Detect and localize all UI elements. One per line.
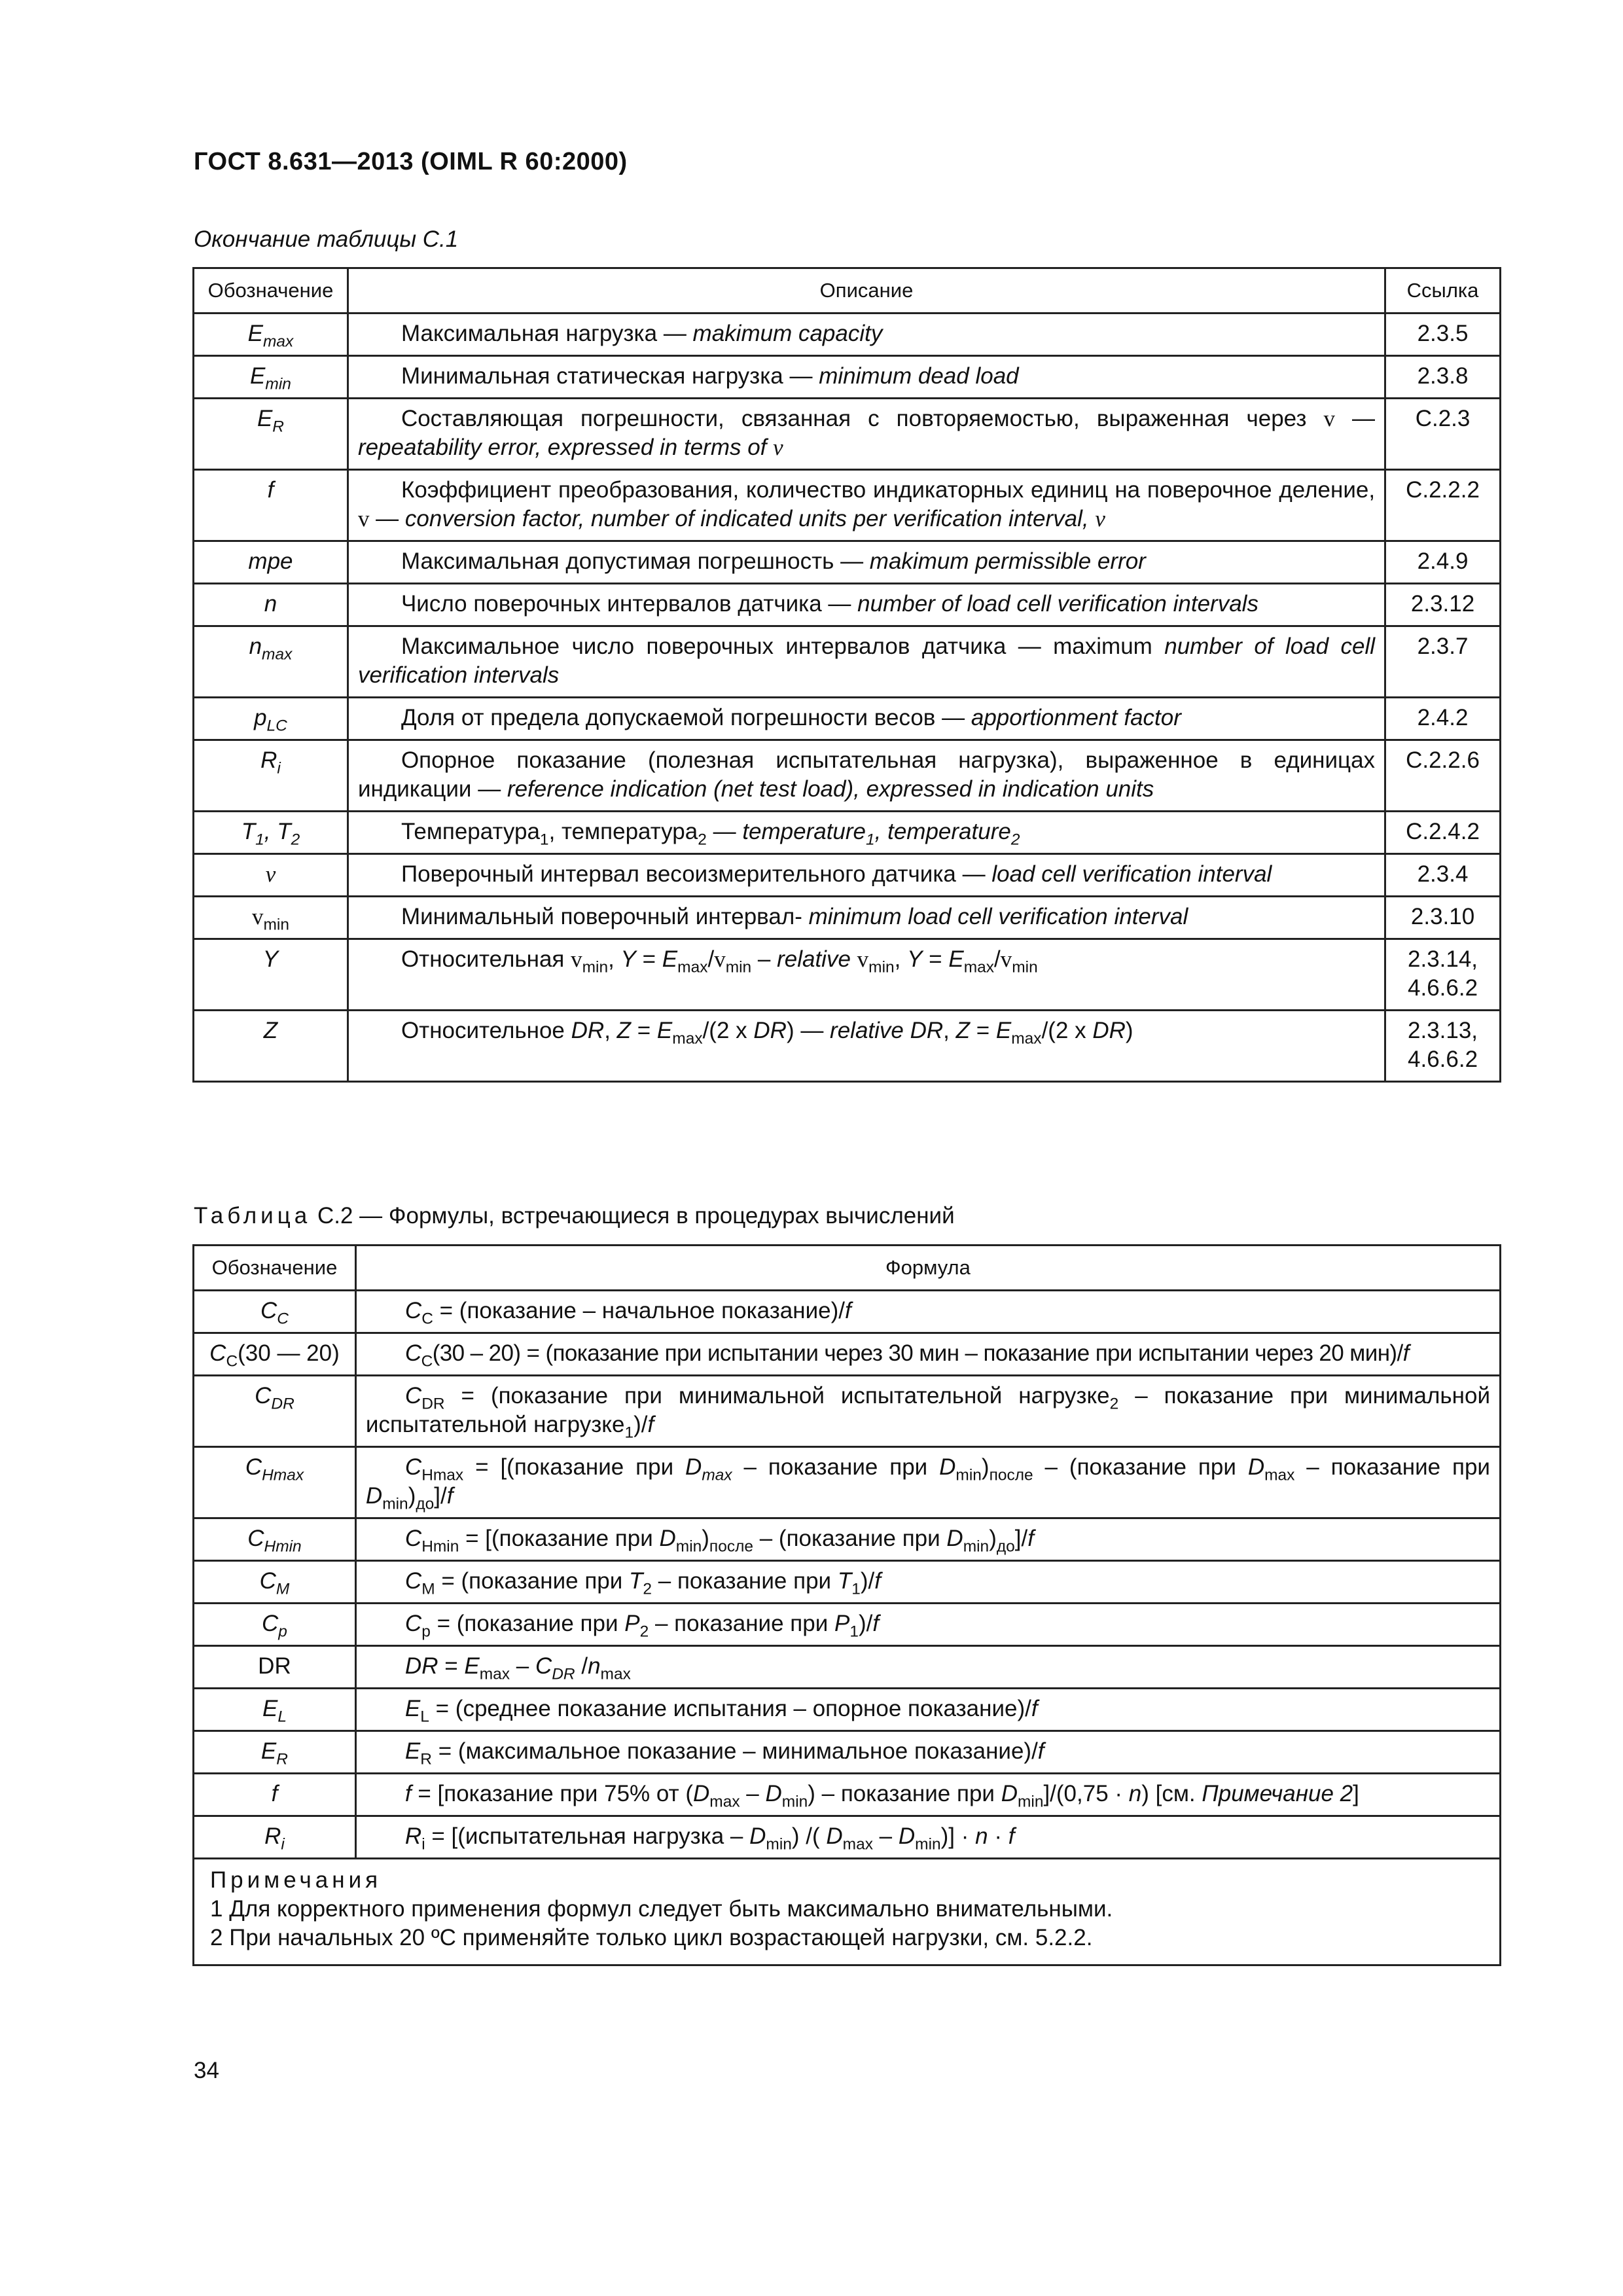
table2-caption: Таблица С.2 — Формулы, встречающиеся в процедурах вычислений <box>194 1203 955 1229</box>
symbol-cell: $E_{max}$ <box>194 314 348 356</box>
formula-cell: $C_C(30 - 20)$ = (показание при испытании через 30 мин – показание при испытании через 20 мин)/f <box>355 1333 1500 1376</box>
table-row <box>194 314 1501 356</box>
table-row <box>194 1518 1501 1561</box>
reference-cell: 2.3.8 <box>1385 356 1501 399</box>
table-row <box>194 626 1501 698</box>
table-row <box>194 584 1501 626</box>
table-row <box>194 698 1501 740</box>
table-row <box>194 1816 1501 1859</box>
description-cell: Коэффициент преобразования, количество индикаторных единиц на поверочное деление, v — conversion factor, number of indicated units per verification interval, v <box>348 470 1385 541</box>
col-header-formula: Формула <box>355 1246 1500 1291</box>
symbol-cell: Y <box>194 939 348 1011</box>
table-row <box>194 1646 1501 1689</box>
page-number: 34 <box>194 2058 219 2083</box>
notes-row <box>194 1859 1501 1965</box>
document-header: ГОСТ 8.631—2013 (OIML R 60:2000) <box>194 148 628 175</box>
reference-cell: 2.4.2 <box>1385 698 1501 740</box>
notes-title: Примечания <box>210 1867 382 1893</box>
symbol-cell: Z <box>194 1011 348 1082</box>
description-cell: Опорное показание (полезная испытательная нагрузка), выраженное в единицах индикации — reference indication (net test load), expressed in indication units <box>348 740 1385 812</box>
col-header-reference: Ссылка <box>1385 268 1501 314</box>
description-cell: Минимальная статическая нагрузка — minimum dead load <box>348 356 1385 399</box>
description-cell: Составляющая погрешности, связанная с повторяемостью, выраженная через v — repeatability error, expressed in terms of v <box>348 399 1385 470</box>
table-c2 <box>192 1244 1501 1966</box>
formula-cell: $C_C$ = (показание – начальное показание)/f <box>355 1291 1500 1333</box>
table-row <box>194 854 1501 897</box>
symbol-cell: $C_{DR}$ <box>194 1376 356 1447</box>
table1-caption: Окончание таблицы С.1 <box>194 226 459 252</box>
notes-cell <box>194 1859 1501 1965</box>
symbol-cell: $E_R$ <box>194 1731 356 1774</box>
symbol-cell: $p_{LC}$ <box>194 698 348 740</box>
description-cell: Относительная $v_{min}$, $Y = E_{max}/v_{min}$ – relative $v_{min}$, $Y = E_{max}/v_{min}$ <box>348 939 1385 1011</box>
symbol-cell: $R_i$ <box>194 740 348 812</box>
symbol-cell: DR <box>194 1646 356 1689</box>
table-row <box>194 1561 1501 1604</box>
formula-cell: $C_p$ = (показание при $P_2$ – показание при $P_1)/f$ <box>355 1604 1500 1646</box>
table-row <box>194 356 1501 399</box>
symbol-cell: v <box>194 854 348 897</box>
reference-cell: C.2.2.6 <box>1385 740 1501 812</box>
reference-cell: 2.3.7 <box>1385 626 1501 698</box>
reference-cell: 2.3.5 <box>1385 314 1501 356</box>
table-row <box>194 939 1501 1011</box>
table-row <box>194 1731 1501 1774</box>
symbol-cell: $C_{Hmin}$ <box>194 1518 356 1561</box>
note-item: 2 При начальных 20 ºС применяйте только цикл возрастающей нагрузки, см. 5.2.2. <box>210 1925 1093 1950</box>
reference-cell: 2.3.12 <box>1385 584 1501 626</box>
symbol-cell: $C_{Hmax}$ <box>194 1447 356 1518</box>
description-cell: Температура$_1$, температура$_2$ — temperature$_1$, temperature$_2$ <box>348 812 1385 854</box>
table-row <box>194 1011 1501 1082</box>
table-row <box>194 399 1501 470</box>
col-header-description: Описание <box>348 268 1385 314</box>
description-cell: Число поверочных интервалов датчика — number of load cell verification intervals <box>348 584 1385 626</box>
symbol-cell: f <box>194 470 348 541</box>
description-cell: Относительное DR, $Z = E_{max}/(2$ x DR) — relative DR, $Z = E_{max}/(2$ x DR) <box>348 1011 1385 1082</box>
symbol-cell: $C_M$ <box>194 1561 356 1604</box>
table-header-row <box>194 268 1501 314</box>
symbol-cell: $T_1$, $T_2$ <box>194 812 348 854</box>
reference-cell: 2.4.9 <box>1385 541 1501 584</box>
table-row <box>194 1774 1501 1816</box>
symbol-cell: $R_i$ <box>194 1816 356 1859</box>
col-header-symbol: Обозначение <box>194 1246 356 1291</box>
formula-cell: $E_L$ = (среднее показание испытания – опорное показание)/f <box>355 1689 1500 1731</box>
table-row <box>194 740 1501 812</box>
symbol-cell: $C_C$ <box>194 1291 356 1333</box>
symbol-cell: $n_{max}$ <box>194 626 348 698</box>
description-cell: Максимальное число поверочных интервалов датчика — maximum number of load cell verification intervals <box>348 626 1385 698</box>
description-cell: Поверочный интервал весоизмерительного датчика — load cell verification interval <box>348 854 1385 897</box>
description-cell: Максимальная допустимая погрешность — makimum permissible error <box>348 541 1385 584</box>
formula-cell: $C_M$ = (показание при $T_2$ – показание при $T_1)/f$ <box>355 1561 1500 1604</box>
table-row <box>194 1689 1501 1731</box>
note-item: 1 Для корректного применения формул следует быть максимально внимательными. <box>210 1896 1113 1922</box>
reference-cell: 2.3.4 <box>1385 854 1501 897</box>
reference-cell: C.2.3 <box>1385 399 1501 470</box>
formula-cell: DR = $E_{max} - C_{DR}$ $/n_{max}$ <box>355 1646 1500 1689</box>
symbol-cell: f <box>194 1774 356 1816</box>
table-row <box>194 541 1501 584</box>
description-cell: Максимальная нагрузка — makimum capacity <box>348 314 1385 356</box>
formula-cell: $R_i$ = [(испытательная нагрузка – $D_{min}$) /( $D_{max} - D_{min})] \cdot n \cdot f$ <box>355 1816 1500 1859</box>
table-row <box>194 897 1501 939</box>
symbol-cell: $E_R$ <box>194 399 348 470</box>
table-row <box>194 1333 1501 1376</box>
table-row <box>194 1376 1501 1447</box>
formula-cell: $C_{DR}$ = (показание при минимальной испытательной нагрузке$_2$ – показание при минимальной испытательной нагрузке$_1$)/f <box>355 1376 1500 1447</box>
symbol-cell: $v_{min}$ <box>194 897 348 939</box>
reference-cell: 2.3.13, 4.6.6.2 <box>1385 1011 1501 1082</box>
symbol-cell: $E_L$ <box>194 1689 356 1731</box>
reference-cell: 2.3.10 <box>1385 897 1501 939</box>
formula-cell: $E_R$ = (максимальное показание – минимальное показание)/f <box>355 1731 1500 1774</box>
table-row <box>194 1604 1501 1646</box>
description-cell: Минимальный поверочный интервал- minimum load cell verification interval <box>348 897 1385 939</box>
reference-cell: 2.3.14, 4.6.6.2 <box>1385 939 1501 1011</box>
table-header-row <box>194 1246 1501 1291</box>
table-row <box>194 1447 1501 1518</box>
description-cell: Доля от предела допускаемой погрешности весов — apportionment factor <box>348 698 1385 740</box>
table-row <box>194 1291 1501 1333</box>
table-row <box>194 812 1501 854</box>
col-header-symbol: Обозначение <box>194 268 348 314</box>
symbol-cell: mpe <box>194 541 348 584</box>
symbol-cell: n <box>194 584 348 626</box>
formula-cell: f = [показание при 75% от $(D_{max} - D_{min})$ – показание при $D_{min}]/(0,75 \cdot n)$ [см. Примечание 2] <box>355 1774 1500 1816</box>
formula-cell: $C_{Hmin}$ = [(показание при $D_{min})_{после}$ – (показание при $D_{min})_{до}]/f$ <box>355 1518 1500 1561</box>
symbol-cell: $E_{min}$ <box>194 356 348 399</box>
symbol-cell: $C_C(30$ — 20) <box>194 1333 356 1376</box>
formula-cell: $C_{Hmax}$ = [(показание при $D_{max}$ – показание при $D_{min})_{после}$ – (показание при $D_{max}$ – показание при $D_{min})_{до}]/f$ <box>355 1447 1500 1518</box>
table-c1 <box>192 267 1501 1083</box>
table-row <box>194 470 1501 541</box>
reference-cell: C.2.4.2 <box>1385 812 1501 854</box>
symbol-cell: $C_p$ <box>194 1604 356 1646</box>
reference-cell: C.2.2.2 <box>1385 470 1501 541</box>
